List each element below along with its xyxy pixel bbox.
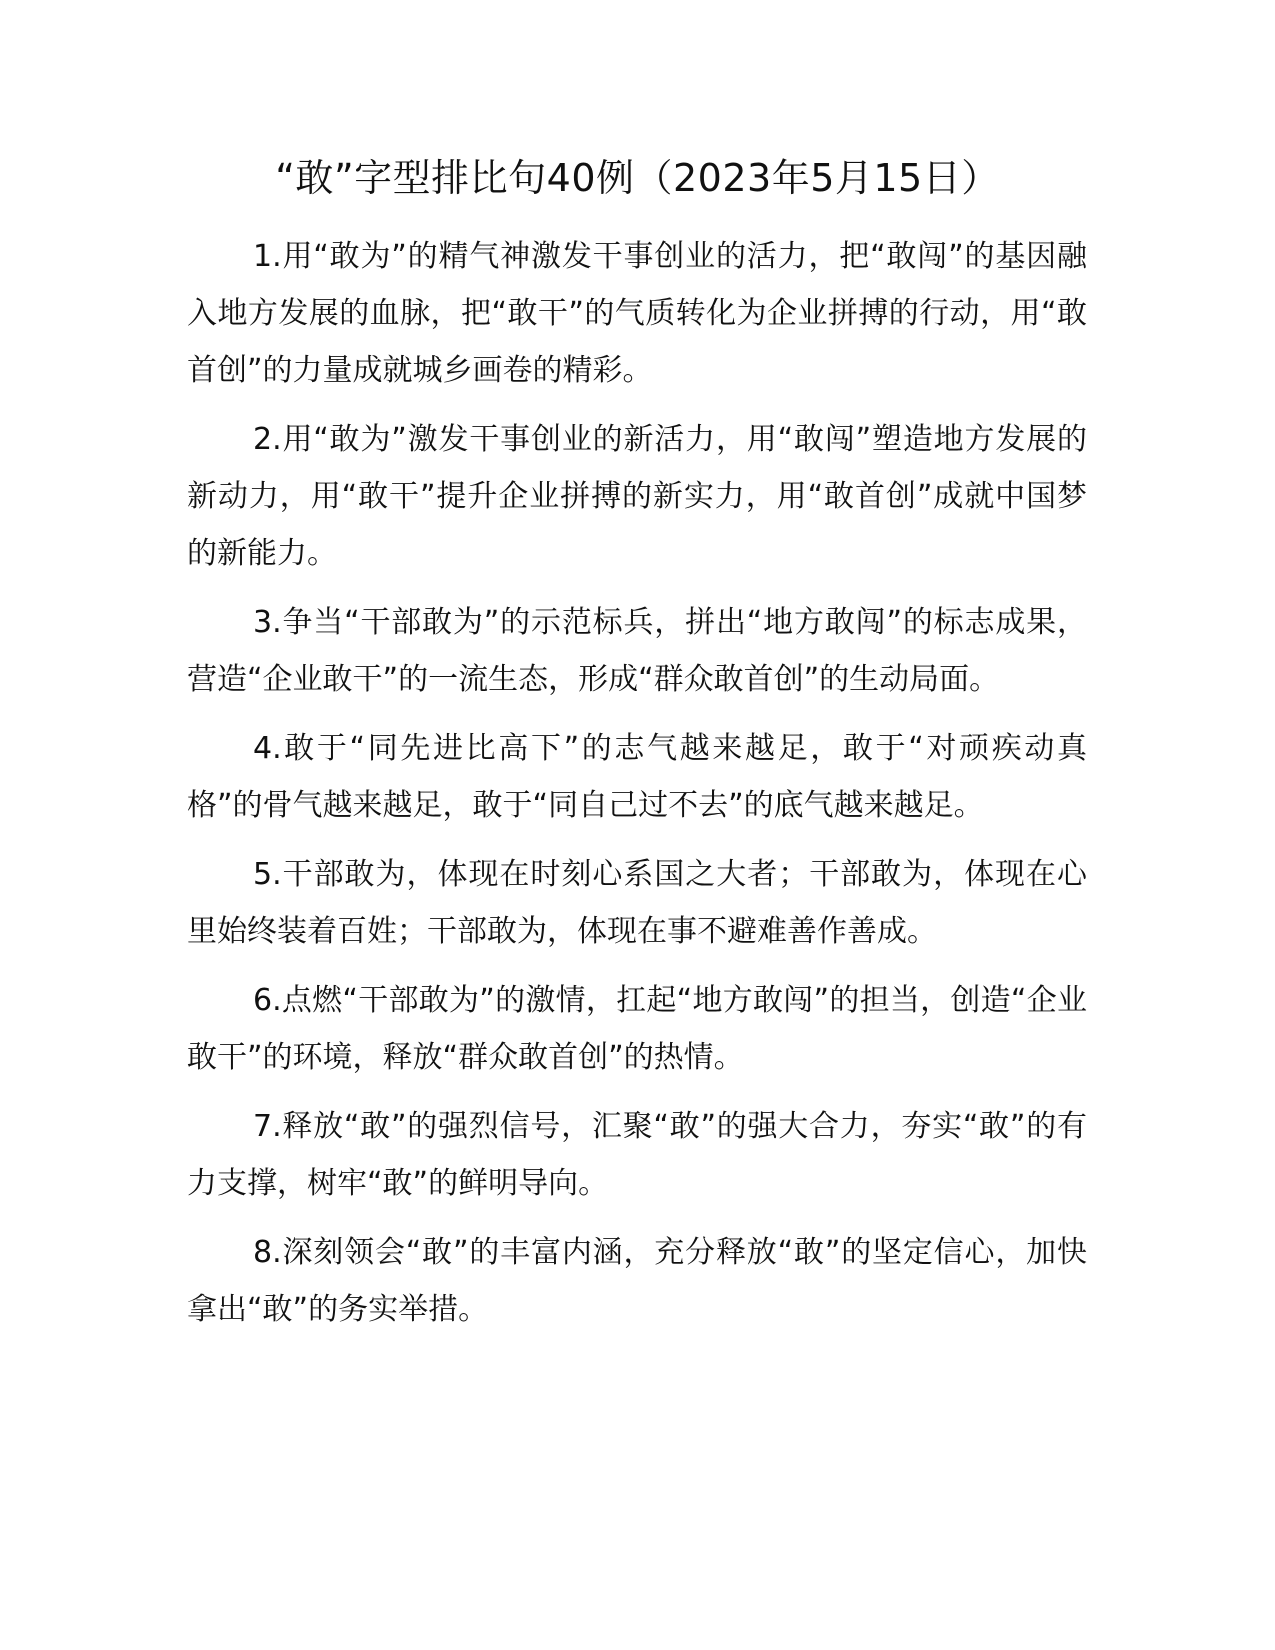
paragraph-4: 4.敢于“同先进比高下”的志气越来越足，敢于“对顽疾动真格”的骨气越来越足，敢于“同自己过不去”的底气越来越足。 [187,731,1087,823]
document-body [187,228,1087,1350]
paragraph-2: 2.用“敢为”激发干事创业的新活力，用“敢闯”塑造地方发展的新动力，用“敢干”提升企业拼搏的新实力，用“敢首创”成就中国梦的新能力。 [187,422,1087,571]
paragraph-1: 1.用“敢为”的精气神激发干事创业的活力，把“敢闯”的基因融入地方发展的血脉，把“敢干”的气质转化为企业拼搏的行动，用“敢首创”的力量成就城乡画卷的精彩。 [187,239,1087,388]
paragraph-5: 5.干部敢为，体现在时刻心系国之大者；干部敢为，体现在心里始终装着百姓；干部敢为，体现在事不避难善作善成。 [187,857,1087,949]
paragraph-3: 3.争当“干部敢为”的示范标兵，拼出“地方敢闯”的标志成果，营造“企业敢干”的一流生态，形成“群众敢首创”的生动局面。 [187,605,1087,697]
document-title: “敢”字型排比句40例（2023年5月15日） [275,156,1000,200]
paragraph-6: 6.点燃“干部敢为”的激情，扛起“地方敢闯”的担当，创造“企业敢干”的环境，释放“群众敢首创”的热情。 [187,983,1087,1075]
paragraph-8: 8.深刻领会“敢”的丰富内涵，充分释放“敢”的坚定信心，加快拿出“敢”的务实举措。 [187,1235,1087,1327]
paragraph-7: 7.释放“敢”的强烈信号，汇聚“敢”的强大合力，夯实“敢”的有力支撑，树牢“敢”的鲜明导向。 [187,1109,1087,1201]
